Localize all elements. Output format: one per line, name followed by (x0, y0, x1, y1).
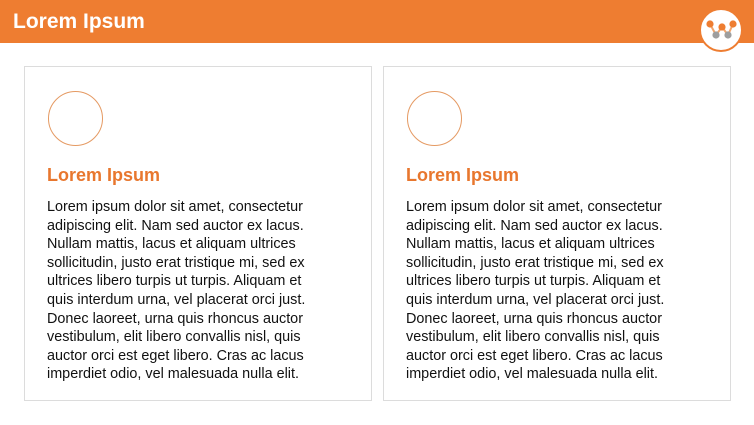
card-title: Lorem Ipsum (47, 165, 161, 185)
logo (699, 8, 743, 52)
card-body-text: Lorem ipsum dolor sit amet, consectetur adipiscing elit. Nam sed auctor ex lacus. Nullam mattis, lacus et aliquam ultrices sollicitudin, justo erat tristique mi, sed ex ultrices libero turpis ut turpis. Aliquam et quis interdum urna, vel placerat orci just. Donec laoreet, urna quis rhoncus auctor vestibulum, elit libero convallis nisl, quis auctor orci est eget libero. Cras ac lacus imperdiet odio, vel malesuada nulla elit. (406, 199, 665, 383)
card-body-text: Lorem ipsum dolor sit amet, consectetur adipiscing elit. Nam sed auctor ex lacus. Nullam mattis, lacus et aliquam ultrices sollicitudin, justo erat tristique mi, sed ex ultrices libero turpis ut turpis. Aliquam et quis interdum urna, vel placerat orci just. Donec laoreet, urna quis rhoncus auctor vestibulum, elit libero convallis nisl, quis auctor orci est eget libero. Cras ac lacus imperdiet odio, vel malesuada nulla elit. (47, 199, 306, 383)
circle-placeholder-icon (407, 91, 462, 146)
circle-placeholder-icon (48, 91, 103, 146)
content-card-right (383, 66, 731, 401)
network-nodes-icon (701, 10, 741, 50)
header-bar (0, 0, 754, 43)
page-title: Lorem Ipsum (13, 10, 145, 33)
card-title: Lorem Ipsum (406, 165, 520, 185)
content-card-left (24, 66, 372, 401)
